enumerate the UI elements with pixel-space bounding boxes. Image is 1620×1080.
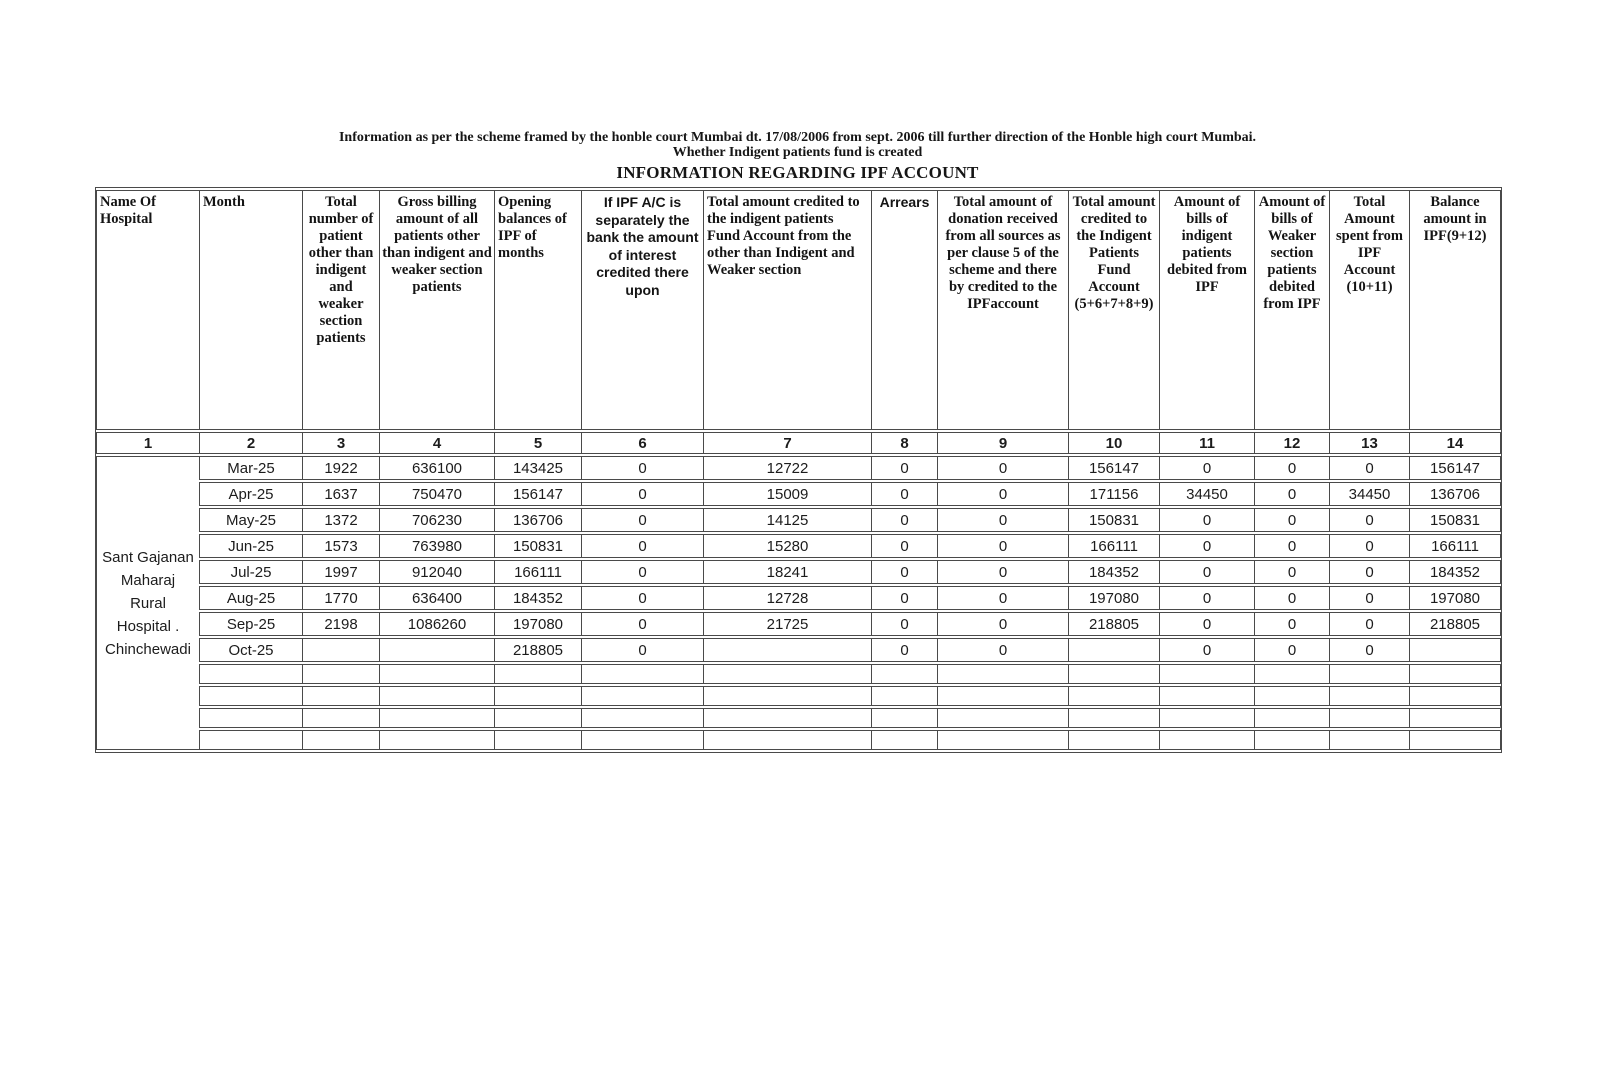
empty-cell <box>1329 708 1409 728</box>
table-row <box>96 586 1501 610</box>
value-cell: 0 <box>1329 560 1409 584</box>
value-cell: 156147 <box>494 482 581 506</box>
empty-cell <box>199 730 302 750</box>
value-cell: 0 <box>871 586 937 610</box>
empty-cell <box>937 686 1068 706</box>
table-row <box>96 508 1501 532</box>
title-line-3: INFORMATION REGARDING IPF ACCOUNT <box>616 163 979 182</box>
empty-cell <box>1159 708 1254 728</box>
value-cell: 197080 <box>494 612 581 636</box>
value-cell: 912040 <box>379 560 494 584</box>
empty-cell <box>494 730 581 750</box>
value-cell: 0 <box>581 586 703 610</box>
value-cell: 0 <box>1329 612 1409 636</box>
empty-cell <box>302 708 379 728</box>
header-row <box>96 190 1501 430</box>
column-number: 5 <box>494 432 581 454</box>
empty-cell <box>581 664 703 684</box>
value-cell: 1997 <box>302 560 379 584</box>
month-cell: Oct-25 <box>199 638 302 662</box>
value-cell: 0 <box>1159 534 1254 558</box>
empty-cell <box>302 730 379 750</box>
value-cell: 1573 <box>302 534 379 558</box>
value-cell: 0 <box>1159 456 1254 480</box>
empty-cell <box>1329 664 1409 684</box>
value-cell: 184352 <box>1068 560 1159 584</box>
value-cell: 0 <box>1254 508 1329 532</box>
value-cell: 0 <box>1329 508 1409 532</box>
column-number: 12 <box>1254 432 1329 454</box>
table-row <box>96 560 1501 584</box>
value-cell: 0 <box>871 534 937 558</box>
value-cell: 0 <box>1254 638 1329 662</box>
value-cell: 0 <box>581 482 703 506</box>
value-cell: 0 <box>871 456 937 480</box>
value-cell: 166111 <box>494 560 581 584</box>
month-cell: Sep-25 <box>199 612 302 636</box>
table-row <box>96 534 1501 558</box>
value-cell: 0 <box>1254 560 1329 584</box>
document-title <box>95 130 1500 182</box>
column-number: 14 <box>1409 432 1501 454</box>
value-cell: 0 <box>937 508 1068 532</box>
value-cell: 636100 <box>379 456 494 480</box>
value-cell: 1637 <box>302 482 379 506</box>
value-cell: 0 <box>1159 586 1254 610</box>
column-number: 7 <box>703 432 871 454</box>
month-cell: Aug-25 <box>199 586 302 610</box>
value-cell: 197080 <box>1409 586 1501 610</box>
header-donation: Total amount of donation received from all sources as per clause 5 of the scheme and there by credited to the IPFaccount <box>937 190 1068 430</box>
empty-cell <box>937 708 1068 728</box>
empty-cell <box>199 708 302 728</box>
value-cell: 0 <box>937 612 1068 636</box>
value-cell: 0 <box>581 612 703 636</box>
column-number-row <box>96 432 1501 454</box>
month-cell: Jul-25 <box>199 560 302 584</box>
empty-cell <box>1329 730 1409 750</box>
empty-cell <box>494 664 581 684</box>
column-number: 8 <box>871 432 937 454</box>
value-cell: 0 <box>581 534 703 558</box>
empty-row <box>96 708 1501 728</box>
header-ipf-interest: If IPF A/C is separately the bank the amount of interest credited there upon <box>581 190 703 430</box>
header-total-credited-ipf: Total amount credited to the Indigent Patients Fund Account (5+6+7+8+9) <box>1068 190 1159 430</box>
hospital-name-cell <box>96 456 199 750</box>
empty-cell <box>1409 708 1501 728</box>
value-cell: 143425 <box>494 456 581 480</box>
empty-cell <box>379 730 494 750</box>
value-cell: 150831 <box>1068 508 1159 532</box>
empty-cell <box>871 664 937 684</box>
empty-cell <box>302 686 379 706</box>
value-cell: 0 <box>1254 456 1329 480</box>
value-cell: 0 <box>1329 638 1409 662</box>
value-cell: 184352 <box>1409 560 1501 584</box>
empty-cell <box>703 708 871 728</box>
empty-row <box>96 686 1501 706</box>
column-number: 13 <box>1329 432 1409 454</box>
value-cell: 0 <box>871 508 937 532</box>
table-row <box>96 638 1501 662</box>
value-cell: 0 <box>871 612 937 636</box>
title-line-2: Whether Indigent patients fund is created <box>672 145 923 160</box>
empty-cell <box>494 708 581 728</box>
value-cell: 0 <box>581 456 703 480</box>
value-cell: 218805 <box>1409 612 1501 636</box>
column-number: 9 <box>937 432 1068 454</box>
value-cell: 18241 <box>703 560 871 584</box>
value-cell: 0 <box>1254 612 1329 636</box>
month-cell: Mar-25 <box>199 456 302 480</box>
value-cell <box>1409 638 1501 662</box>
value-cell <box>302 638 379 662</box>
empty-cell <box>1254 730 1329 750</box>
month-cell: Apr-25 <box>199 482 302 506</box>
value-cell: 0 <box>871 560 937 584</box>
value-cell: 0 <box>937 534 1068 558</box>
value-cell: 150831 <box>1409 508 1501 532</box>
header-arrears: Arrears <box>871 190 937 430</box>
value-cell: 150831 <box>494 534 581 558</box>
value-cell: 2198 <box>302 612 379 636</box>
empty-cell <box>937 730 1068 750</box>
value-cell: 34450 <box>1159 482 1254 506</box>
empty-cell <box>379 708 494 728</box>
empty-cell <box>379 664 494 684</box>
column-number: 11 <box>1159 432 1254 454</box>
value-cell: 166111 <box>1068 534 1159 558</box>
value-cell: 12728 <box>703 586 871 610</box>
table-row <box>96 456 1501 480</box>
empty-cell <box>581 686 703 706</box>
column-number: 6 <box>581 432 703 454</box>
value-cell: 136706 <box>494 508 581 532</box>
header-total-spent: Total Amount spent from IPF Account (10+11) <box>1329 190 1409 430</box>
value-cell: 0 <box>1329 586 1409 610</box>
value-cell: 0 <box>1159 560 1254 584</box>
value-cell: 0 <box>871 482 937 506</box>
value-cell: 0 <box>581 508 703 532</box>
empty-cell <box>703 686 871 706</box>
value-cell: 15280 <box>703 534 871 558</box>
header-amount-credited: Total amount credited to the indigent patients Fund Account from the other than Indigent and Weaker section <box>703 190 871 430</box>
value-cell: 636400 <box>379 586 494 610</box>
value-cell <box>1068 638 1159 662</box>
empty-cell <box>1409 686 1501 706</box>
header-balance: Balance amount in IPF(9+12) <box>1409 190 1501 430</box>
value-cell: 14125 <box>703 508 871 532</box>
value-cell: 0 <box>1159 508 1254 532</box>
value-cell: 156147 <box>1409 456 1501 480</box>
empty-cell <box>199 664 302 684</box>
empty-cell <box>1068 664 1159 684</box>
month-cell: Jun-25 <box>199 534 302 558</box>
empty-cell <box>937 664 1068 684</box>
value-cell: 184352 <box>494 586 581 610</box>
header-opening-balance: Opening balances of IPF of months <box>494 190 581 430</box>
value-cell: 0 <box>937 482 1068 506</box>
value-cell: 1372 <box>302 508 379 532</box>
value-cell: 1922 <box>302 456 379 480</box>
empty-cell <box>871 708 937 728</box>
value-cell: 34450 <box>1329 482 1409 506</box>
header-bills-weaker: Amount of bills of Weaker section patients debited from IPF <box>1254 190 1329 430</box>
value-cell: 0 <box>871 638 937 662</box>
value-cell: 1086260 <box>379 612 494 636</box>
column-number: 3 <box>302 432 379 454</box>
empty-cell <box>1068 686 1159 706</box>
value-cell: 706230 <box>379 508 494 532</box>
value-cell: 0 <box>1254 586 1329 610</box>
empty-cell <box>1159 686 1254 706</box>
empty-cell <box>1254 708 1329 728</box>
empty-row <box>96 730 1501 750</box>
value-cell: 12722 <box>703 456 871 480</box>
hospital-name: Sant Gajanan Maharaj Rural Hospital . Chinchewadi <box>102 548 194 658</box>
empty-cell <box>1068 708 1159 728</box>
header-month: Month <box>199 190 302 430</box>
value-cell: 1770 <box>302 586 379 610</box>
empty-cell <box>1409 664 1501 684</box>
empty-cell <box>871 686 937 706</box>
empty-cell <box>1254 686 1329 706</box>
empty-cell <box>703 664 871 684</box>
empty-cell <box>1068 730 1159 750</box>
column-number: 2 <box>199 432 302 454</box>
empty-cell <box>703 730 871 750</box>
empty-cell <box>1254 664 1329 684</box>
value-cell: 0 <box>1254 482 1329 506</box>
value-cell: 218805 <box>494 638 581 662</box>
value-cell: 0 <box>1159 638 1254 662</box>
value-cell: 750470 <box>379 482 494 506</box>
empty-cell <box>1159 730 1254 750</box>
value-cell: 156147 <box>1068 456 1159 480</box>
value-cell: 0 <box>581 560 703 584</box>
value-cell: 166111 <box>1409 534 1501 558</box>
empty-cell <box>302 664 379 684</box>
column-number: 1 <box>96 432 199 454</box>
empty-cell <box>379 686 494 706</box>
empty-cell <box>1409 730 1501 750</box>
value-cell: 218805 <box>1068 612 1159 636</box>
column-number: 4 <box>379 432 494 454</box>
header-total-patients: Total number of patient other than indigent and weaker section patients <box>302 190 379 430</box>
empty-cell <box>494 686 581 706</box>
value-cell: 15009 <box>703 482 871 506</box>
empty-cell <box>1329 686 1409 706</box>
value-cell <box>379 638 494 662</box>
value-cell: 0 <box>1254 534 1329 558</box>
header-name-of-hospital: Name Of Hospital <box>96 190 199 430</box>
value-cell: 0 <box>937 456 1068 480</box>
value-cell: 171156 <box>1068 482 1159 506</box>
ipf-account-table <box>95 187 1502 753</box>
value-cell <box>703 638 871 662</box>
header-bills-indigent: Amount of bills of indigent patients debited from IPF <box>1159 190 1254 430</box>
value-cell: 0 <box>937 638 1068 662</box>
value-cell: 0 <box>1159 612 1254 636</box>
month-cell: May-25 <box>199 508 302 532</box>
empty-cell <box>871 730 937 750</box>
column-number: 10 <box>1068 432 1159 454</box>
value-cell: 0 <box>1329 456 1409 480</box>
empty-cell <box>199 686 302 706</box>
table-row <box>96 612 1501 636</box>
value-cell: 0 <box>581 638 703 662</box>
empty-row <box>96 664 1501 684</box>
empty-cell <box>581 730 703 750</box>
value-cell: 0 <box>1329 534 1409 558</box>
title-line-1: Information as per the scheme framed by the honble court Mumbai dt. 17/08/2006 from sept. 2006 till further direction of the Honble high court Mumbai. <box>338 130 1257 145</box>
header-gross-billing: Gross billing amount of all patients other than indigent and weaker section patients <box>379 190 494 430</box>
value-cell: 197080 <box>1068 586 1159 610</box>
empty-cell <box>581 708 703 728</box>
empty-cell <box>1159 664 1254 684</box>
value-cell: 136706 <box>1409 482 1501 506</box>
value-cell: 763980 <box>379 534 494 558</box>
value-cell: 21725 <box>703 612 871 636</box>
value-cell: 0 <box>937 560 1068 584</box>
table-row <box>96 482 1501 506</box>
value-cell: 0 <box>937 586 1068 610</box>
